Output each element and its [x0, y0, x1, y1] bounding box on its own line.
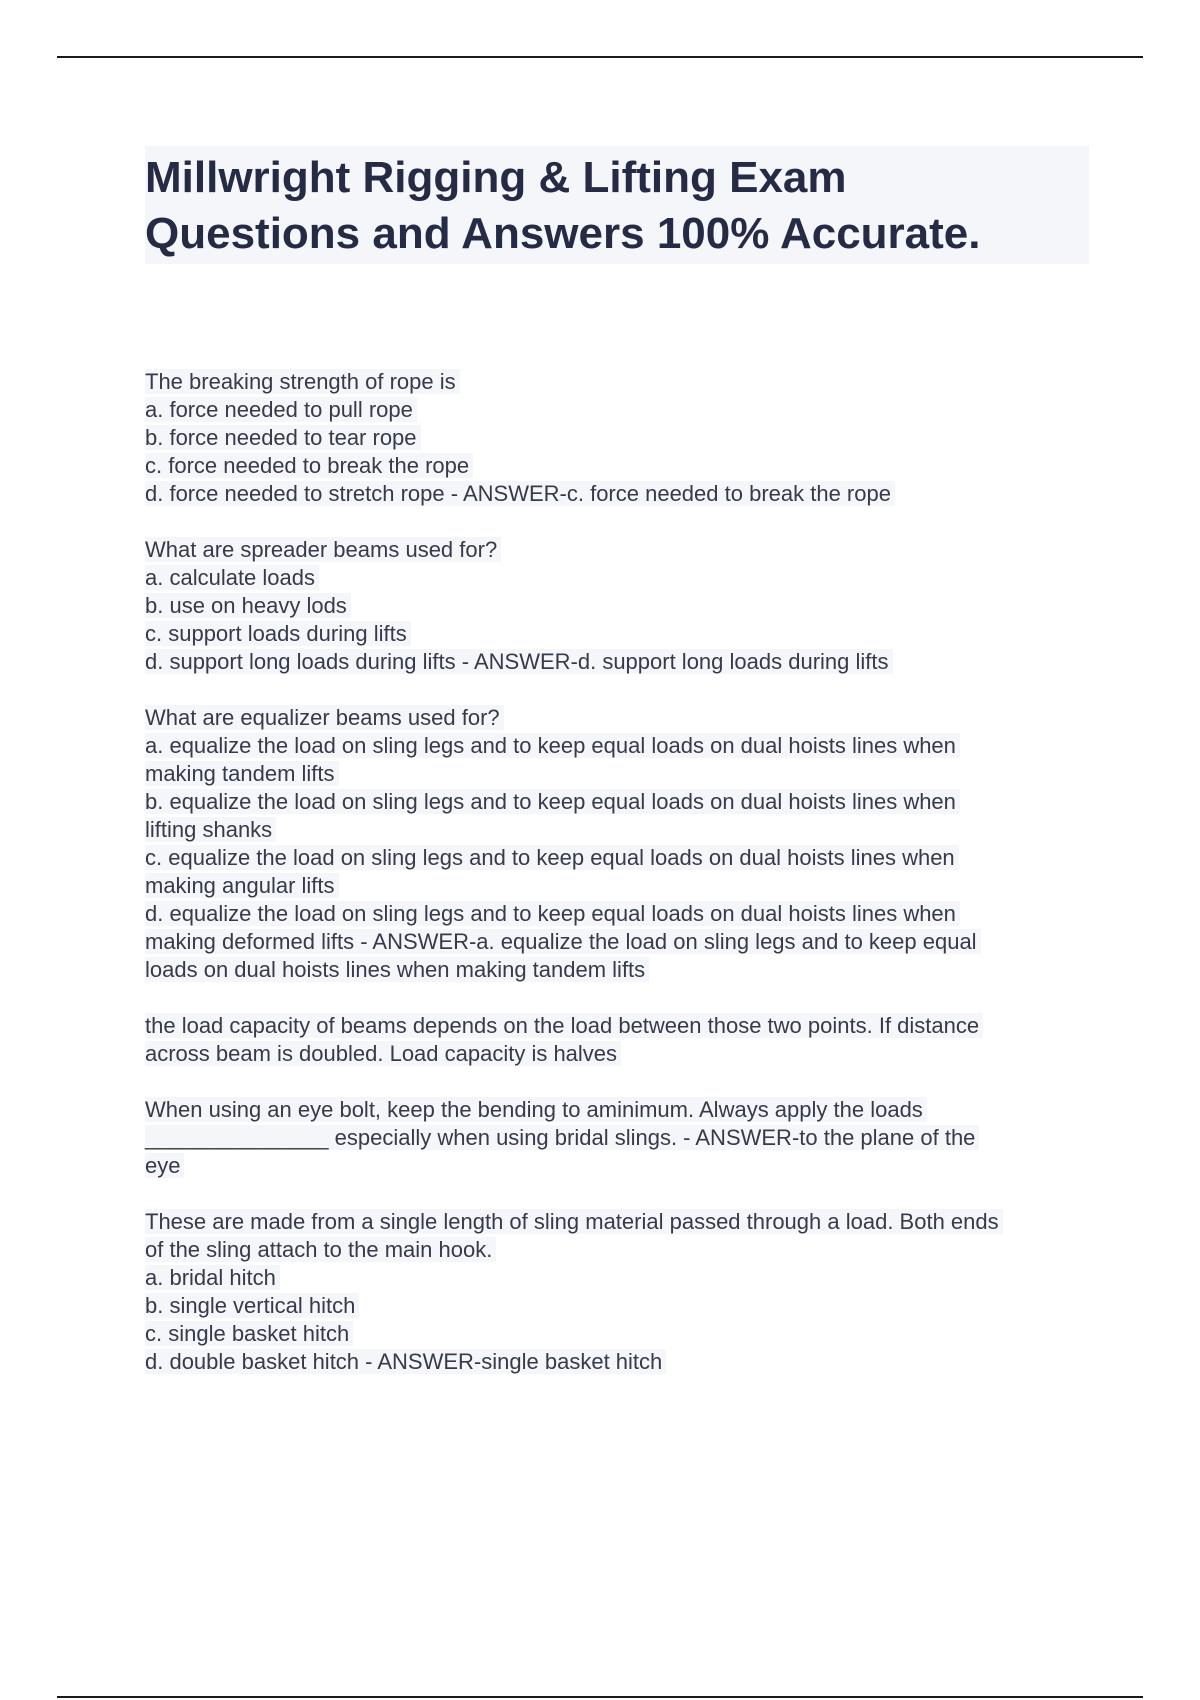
qa-line: _______________ especially when using bridal slings. - ANSWER-to the plane of the	[145, 1124, 1095, 1152]
document-title	[145, 146, 1089, 264]
qa-line: a. equalize the load on sling legs and to keep equal loads on dual hoists lines when	[145, 732, 1095, 760]
qa-line: d. double basket hitch - ANSWER-single basket hitch	[145, 1348, 1095, 1376]
qa-line: a. force needed to pull rope	[145, 396, 1095, 424]
qa-line: b. force needed to tear rope	[145, 424, 1095, 452]
qa-line: eye	[145, 1152, 1095, 1180]
qa-line: b. single vertical hitch	[145, 1292, 1095, 1320]
qa-line: making deformed lifts - ANSWER-a. equalize the load on sling legs and to keep equal	[145, 928, 1095, 956]
qa-line: b. use on heavy lods	[145, 592, 1095, 620]
qa-line: d. equalize the load on sling legs and to keep equal loads on dual hoists lines when	[145, 900, 1095, 928]
qa-line: What are spreader beams used for?	[145, 536, 1095, 564]
title-line-1: Millwright Rigging & Lifting Exam	[145, 153, 847, 202]
qa-block-3	[145, 704, 1095, 984]
qa-line: The breaking strength of rope is	[145, 368, 1095, 396]
qa-line: When using an eye bolt, keep the bending to aminimum. Always apply the loads	[145, 1096, 1095, 1124]
qa-line: What are equalizer beams used for?	[145, 704, 1095, 732]
qa-line: the load capacity of beams depends on the load between those two points. If distance	[145, 1012, 1095, 1040]
qa-line: making angular lifts	[145, 872, 1095, 900]
qa-line: lifting shanks	[145, 816, 1095, 844]
qa-line: These are made from a single length of sling material passed through a load. Both ends	[145, 1208, 1095, 1236]
qa-line: c. single basket hitch	[145, 1320, 1095, 1348]
qa-block-5	[145, 1096, 1095, 1180]
qa-line: c. force needed to break the rope	[145, 452, 1095, 480]
document-body	[145, 368, 1095, 1404]
qa-line: d. support long loads during lifts - ANSWER-d. support long loads during lifts	[145, 648, 1095, 676]
qa-line: c. support loads during lifts	[145, 620, 1095, 648]
qa-line: d. force needed to stretch rope - ANSWER-c. force needed to break the rope	[145, 480, 1095, 508]
qa-block-2	[145, 536, 1095, 676]
qa-block-1	[145, 368, 1095, 508]
title-line-2: Questions and Answers 100% Accurate.	[145, 209, 981, 258]
qa-line: of the sling attach to the main hook.	[145, 1236, 1095, 1264]
top-divider	[57, 56, 1143, 58]
qa-line: b. equalize the load on sling legs and to keep equal loads on dual hoists lines when	[145, 788, 1095, 816]
qa-line: making tandem lifts	[145, 760, 1095, 788]
qa-line: a. bridal hitch	[145, 1264, 1095, 1292]
qa-line: a. calculate loads	[145, 564, 1095, 592]
qa-block-6	[145, 1208, 1095, 1376]
qa-line: across beam is doubled. Load capacity is halves	[145, 1040, 1095, 1068]
bottom-divider	[57, 1696, 1143, 1698]
qa-line: c. equalize the load on sling legs and to keep equal loads on dual hoists lines when	[145, 844, 1095, 872]
qa-line: loads on dual hoists lines when making tandem lifts	[145, 956, 1095, 984]
qa-block-4	[145, 1012, 1095, 1068]
